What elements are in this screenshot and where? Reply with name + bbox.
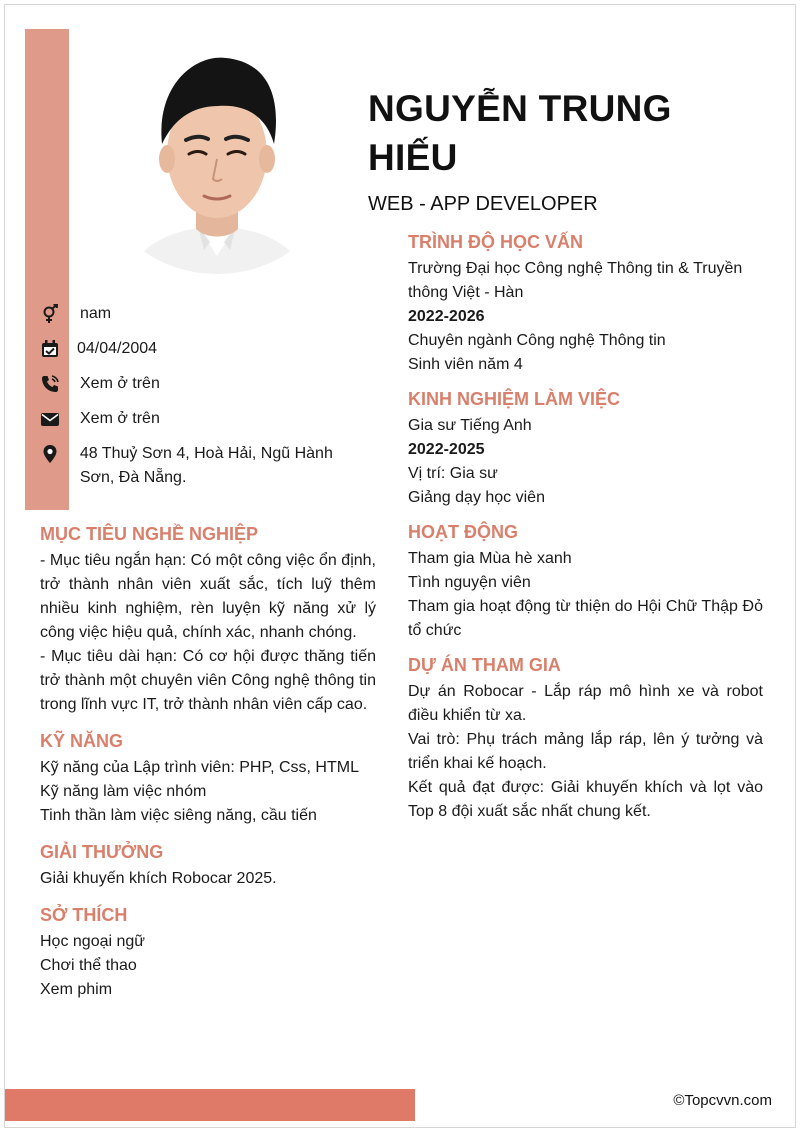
skills-section	[40, 728, 376, 828]
experience-position: Vị trí: Gia sư	[408, 465, 498, 482]
projects-heading: DỰ ÁN THAM GIA	[408, 655, 561, 675]
activity-item: Tình nguyện viên	[408, 574, 531, 591]
hobbies-section	[40, 902, 376, 1002]
footer-accent-bar	[5, 1089, 415, 1121]
activity-item: Tham gia Mùa hè xanh	[408, 550, 572, 567]
job-title: WEB - APP DEVELOPER	[368, 193, 598, 215]
info-row-birthday	[38, 337, 368, 361]
education-period: 2022-2026	[408, 308, 485, 325]
awards-heading: GIẢI THƯỞNG	[40, 842, 164, 862]
experience-description: Giảng dạy học viên	[408, 489, 545, 506]
candidate-name: NGUYỄN TRUNG HIẾU	[368, 88, 672, 178]
skill-item: Tinh thần làm việc siêng năng, cầu tiến	[40, 807, 317, 824]
objective-short-term: - Mục tiêu ngắn hạn: Có một công việc ổn định, trở thành nhân viên xuất sắc, tích luỹ thêm nhiều kinh nghiệm, rèn luyện kỹ năng xử lý công việc hiệu quả, chính xác, nhanh chóng.	[40, 552, 376, 641]
experience-section	[408, 386, 763, 510]
project-result: Kết quả đạt được: Giải khuyến khích và lọt vào Top 8 đội xuất sắc nhất chung kết.	[408, 779, 763, 820]
email-text: Xem ở trên	[80, 410, 160, 427]
info-row-email	[38, 407, 368, 431]
projects-section	[408, 652, 763, 824]
awards-section	[40, 839, 376, 891]
hobby-item: Chơi thể thao	[40, 957, 137, 974]
info-row-address	[38, 442, 368, 490]
info-row-phone	[38, 372, 368, 396]
objective-heading: MỤC TIÊU NGHỀ NGHIỆP	[40, 524, 259, 544]
experience-period: 2022-2025	[408, 441, 485, 458]
skill-item: Kỹ năng của Lập trình viên: PHP, Css, HTML	[40, 759, 359, 776]
activities-heading: HOẠT ĐỘNG	[408, 522, 518, 542]
objective-section	[40, 521, 376, 717]
hobbies-heading: SỞ THÍCH	[40, 905, 128, 925]
info-row-gender	[38, 302, 368, 326]
experience-heading: KINH NGHIỆM LÀM VIỆC	[408, 389, 621, 409]
skills-heading: KỸ NĂNG	[40, 731, 124, 751]
birthday-text: 04/04/2004	[77, 340, 158, 357]
project-description: Dự án Robocar - Lắp ráp mô hình xe và robot điều khiển từ xa.	[408, 683, 763, 724]
phone-icon	[38, 372, 62, 396]
education-school: Trường Đại học Công nghệ Thông tin & Truyền thông Việt - Hàn	[408, 260, 743, 301]
award-item: Giải khuyến khích Robocar 2025.	[40, 870, 277, 887]
email-icon	[38, 407, 62, 431]
phone-text: Xem ở trên	[80, 375, 160, 392]
footer-credit[interactable]: ©Topcvvn.com	[673, 1092, 772, 1109]
education-heading: TRÌNH ĐỘ HỌC VẤN	[408, 232, 583, 252]
objective-long-term: - Mục tiêu dài hạn: Có cơ hội được thăng tiến trở thành một chuyên viên Công nghệ thông tin trong lĩnh vực IT, trở thành nhân viên cấp cao.	[40, 648, 376, 713]
experience-company: Gia sư Tiếng Anh	[408, 417, 532, 434]
education-section	[408, 229, 763, 377]
gender-text: nam	[80, 305, 112, 322]
address-text: 48 Thuỷ Sơn 4, Hoà Hải, Ngũ Hành Sơn, Đà Nẵng.	[79, 445, 333, 486]
education-note: Sinh viên năm 4	[408, 356, 523, 373]
education-major: Chuyên ngành Công nghệ Thông tin	[408, 332, 666, 349]
sidebar-accent-strip	[25, 29, 69, 510]
hobby-item: Xem phim	[40, 981, 113, 998]
project-role: Vai trò: Phụ trách mảng lắp ráp, lên ý tưởng và triển khai kế hoạch.	[408, 731, 763, 772]
skill-item: Kỹ năng làm việc nhóm	[40, 783, 207, 800]
gender-icon	[38, 302, 62, 326]
location-icon	[38, 442, 62, 466]
profile-photo	[106, 44, 328, 274]
activity-item: Tham gia hoạt động từ thiện do Hội Chữ Thập Đỏ tổ chức	[408, 598, 763, 639]
calendar-icon	[38, 337, 62, 361]
activities-section	[408, 519, 763, 643]
hobby-item: Học ngoại ngữ	[40, 933, 145, 950]
